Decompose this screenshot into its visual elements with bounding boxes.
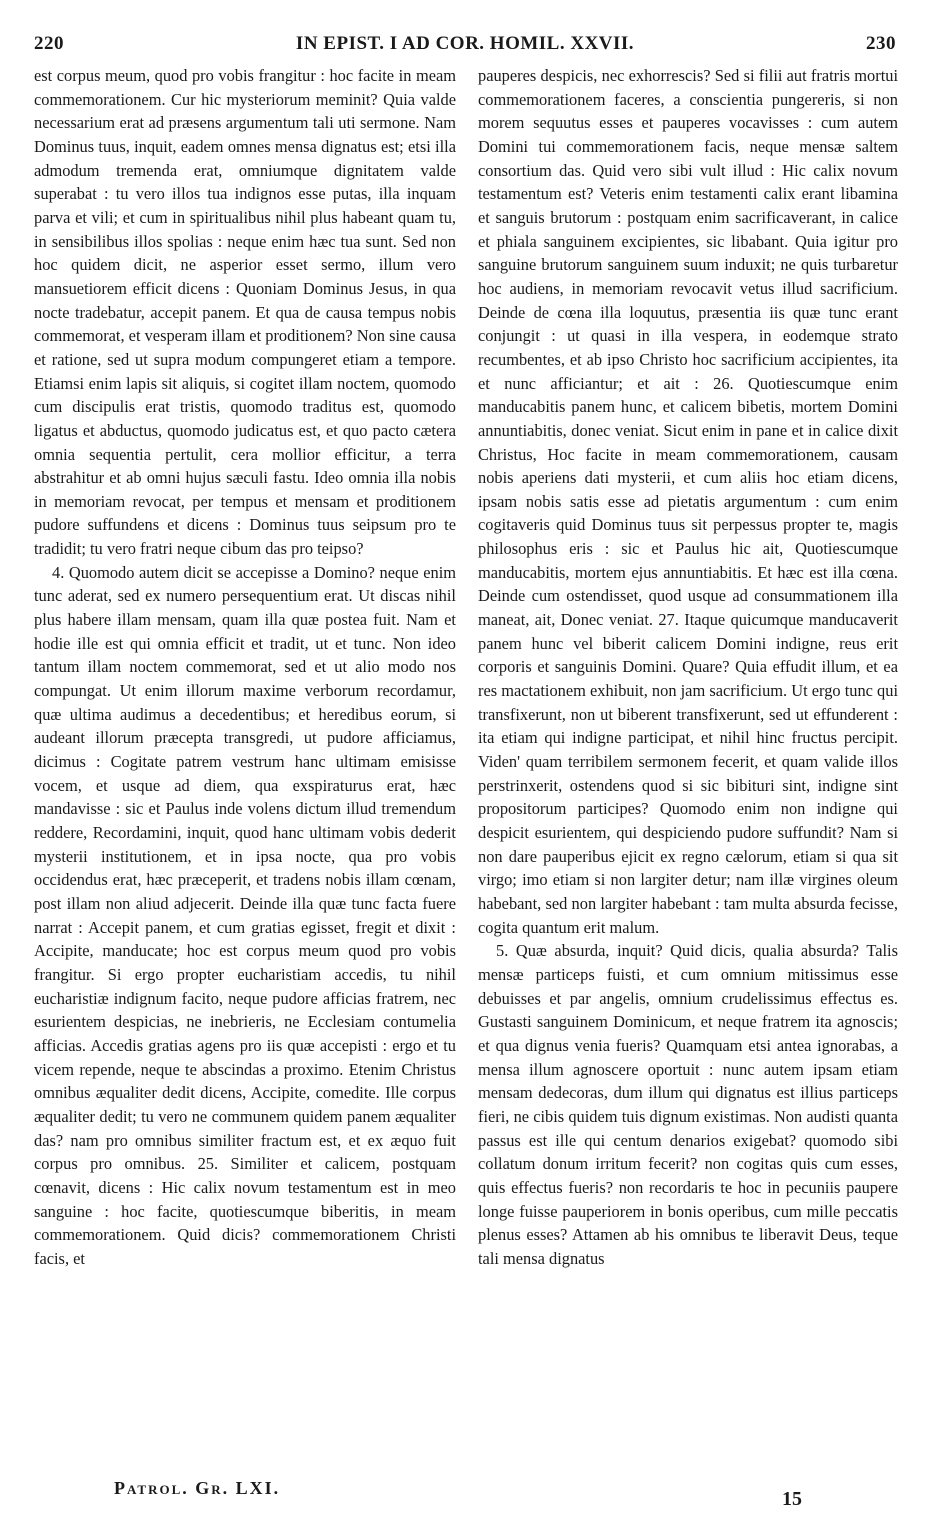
paragraph: pauperes despicis, nec exhorrescis? Sed si filii aut fratris mortui commemorationem faceres, a conscientia pungereris, si non morem sequutus esses et pauperes vocavisses : cum autem Domini tui commemorationem facis, neque mensæ saltem consortium das. Quid vero sibi vult illud : Hic calix novum testamentum est? Veteris enim testamenti calix erant libamina et sanguis brutorum : postquam enim sacrificaverant, in calice et phiala sanguinem excipientes, sic libabant. Quia igitur pro sanguine brutorum sanguinem suum induxit; ne quis turbaretur hoc audiens, in memoriam revocavit vetus illud sacrificium. Deinde de cœna illa loquutus, præsentia iis quæ tunc erant conjungit : ut quasi in illa vespera, in eodemque strato recumbentes, et ab ipso Christo hoc sacrificium accipientes, ita et nunc afficiantur; et ait : 26. Quotiescumque enim manducabitis panem hunc, et calicem bibetis, mortem Domini annuntiabitis, donec veniat. Sicut enim in pane et in calice dixit Christus, Hoc facite in meam commemorationem, causam nobis aperiens dati mysterii, et cum aliis hoc etiam dicens, ipsam nobis satis esse ad pietatis argumentum : cum enim cogitaveris quid Dominus tuus sit perpessus propter te, magis philosophus eris : sic et Paulus hic ait, Quotiescumque manducabitis, mortem ejus annuntiabitis. Et hæc est illa cœna. Deinde cum ostendisset, quod usque ad consummationem illa maneat, ait, Donec veniat. 27. Itaque quicumque manducaverit panem hunc vel biberit calicem Domini indigne, reus erit corporis et sanguinis Domini. Quare? Quia effudit illum, et ea res mactationem exhibuit, non jam sacrificium. Ut ergo tunc qui transfixerunt, non ut biberent transfixerunt, sed ut effunderent : ita etiam qui indigne participat, et nihil hinc fructus percipit. Viden' quam terribilem sermonem fecerit, et quam valide illos perstrinxerit, ostendens quod si sic bibituri sint, indigne sint propositorum participes? Quomodo enim non indigne qui despicit esurientem, qui despiciendo pudore suffundit? Nam si non dare pauperibus ejicit ex regno cælorum, etiam si qua sit virgo; imo etiam si non largiter detur; nam illæ virgines oleum habebant, sed non largiter habebant : tam multa absurda fecisse, cogita quantum erit malum.: [478, 66, 898, 937]
right-page-number: 230: [865, 33, 896, 54]
left-page-number: 220: [34, 33, 64, 54]
paragraph: 5. Quæ absurda, inquit? Quid dicis, qualia absurda? Talis mensæ particeps fuisti, et cum omnium mitissimus esse debuisses et par angelis, omnium crudelissimus effectus es. Gustasti sanguinem Dominicum, et neque fratrem ita agnoscis; et qua dignus venia fueris? Quamquam etsi antea ignorabas, a mensa illum agnoscere oportuit : nunc autem ipsam etiam mensam dedecoras, dum illum qui dignatus est illius particeps fieri, ne cibis quidem tuis dignum existimas. Non audisti quanta passus est ille qui centum denarios exigebat? quomodo sibi collatum donum irritum fecerit? non cogitas quis cum esses, quis effectus fueris? non recordaris te hoc in pecuniis paupere longe fuisse pauperiorem in bonis operibus, cum mille peccatis plenus esses? Attamen ab his omnibus te liberavit Deus, teque tali mensa dignatus: [478, 941, 898, 1268]
left-column: [34, 64, 456, 1474]
paragraph: 4. Quomodo autem dicit se accepisse a Domino? neque enim tunc aderat, sed ex numero persequentium erat. Ut discas nihil plus habere illam mensam, quam illa quæ postea fuit. Nam et hodie ille est qui omnia efficit et tradit, ut et tunc. Non ideo tantum illam noctem commemorat, sed et ut alio modo nos compungat. Ut enim illorum maxime verborum recordamur, quæ ultima audimus a decedentibus; et heredibus eorum, si audeant illorum præcepta transgredi, ut pudore afficiamus, dicimus : Cogitate patrem vestrum hanc ultimam emisisse vocem, et usque ad diem, qua exspiraturus erat, hæc mandavisse : sic et Paulus inde volens dictum illud tremendum reddere, Recordamini, inquit, quod hanc ultimam vobis dederit mysterii institutionem, et in ipsa nocte, qua pro vobis occidendus erat, hæc præceperit, et tradens nobis illam cœnam, post illam non aliud adjecerit. Deinde illa quæ tunc facta fuere narrat : Accepit panem, et cum gratias egisset, fregit et dixit : Accipite, manducate; hoc est corpus meum quod pro vobis frangitur. Si ergo propter eucharistiam accedis, tu nihil eucharistiæ indignum facito, neque pudore afficias fratrem, nec esurientem despicias, ne inebrieris, ne Ecclesiam contumelia afficias. Accedis gratias agens pro iis quæ accepisti : ergo et tu vicem repende, neque te abscindas a proximo. Etenim Christus omnibus æqualiter dedit dicens, Accipite, comedite. Ille corpus æqualiter dedit; tu vero ne communem quidem panem æqualiter das? nam pro omnibus similiter fractum est, et ex æquo fuit corpus pro omnibus. 25. Similiter et calicem, postquam cœnavit, dicens : Hic calix novum testamentum est in meo sanguine : hoc facite, quotiescumque biberitis, in meam commemorationem. Quid dicis? commemorationem Christi facis, et: [34, 562, 456, 1268]
source-footer: Patrol. Gr. LXI.: [114, 1478, 281, 1498]
right-column: [478, 64, 898, 1484]
running-header: [34, 30, 896, 58]
signature-mark: 15: [782, 1488, 802, 1510]
paragraph: est corpus meum, quod pro vobis frangitur : hoc facite in meam commemorationem. Cur hic mysteriorum meminit? Quia valde necessarium erat ad præsens argumentum tali uti sermone. Nam Dominus tuus, inquit, eadem omnes mensa dignatus est; etsi illa admodum tremenda erat, omniumque dignitatem valde superabat : tu vero illos tua indignos esse putas, illa inquam parva et vili; et cum in spiritualibus nihil plus habeant quam tu, in sensibilibus illos spolias : neque enim hæc tua sunt. Sed non hoc quidem dicit, ne asperior esset sermo, illum vero mansuetiorem efficit dicens : Quoniam Dominus Jesus, in qua nocte tradebatur, accepit panem. Et qua de causa tempus nobis commemorat, et vesperam illam et proditionem? Non sine causa et ratione, sed ut supra modum compungeret etiam a tempore. Etiamsi enim lapis sit aliquis, si cogitet illam noctem, quomodo cum discipulis erat tristis, quomodo traditus est, quomodo ligatus et abductus, quomodo judicatus est, et quo pacto cætera omnia sequentia pertulit, cera mollior efficitur, a terra abstrahitur et ab omni hujus sæculi fastu. Ideo omnia illa nobis in memoriam revocat, per tempus et mensam et proditionem pudore suffundens et dicens : Dominus tuus seipsum pro te tradidit; tu vero fratri neque cibum das pro teipso?: [34, 66, 456, 559]
running-title: IN EPIST. I AD COR. HOMIL. XXVII.: [295, 33, 635, 54]
